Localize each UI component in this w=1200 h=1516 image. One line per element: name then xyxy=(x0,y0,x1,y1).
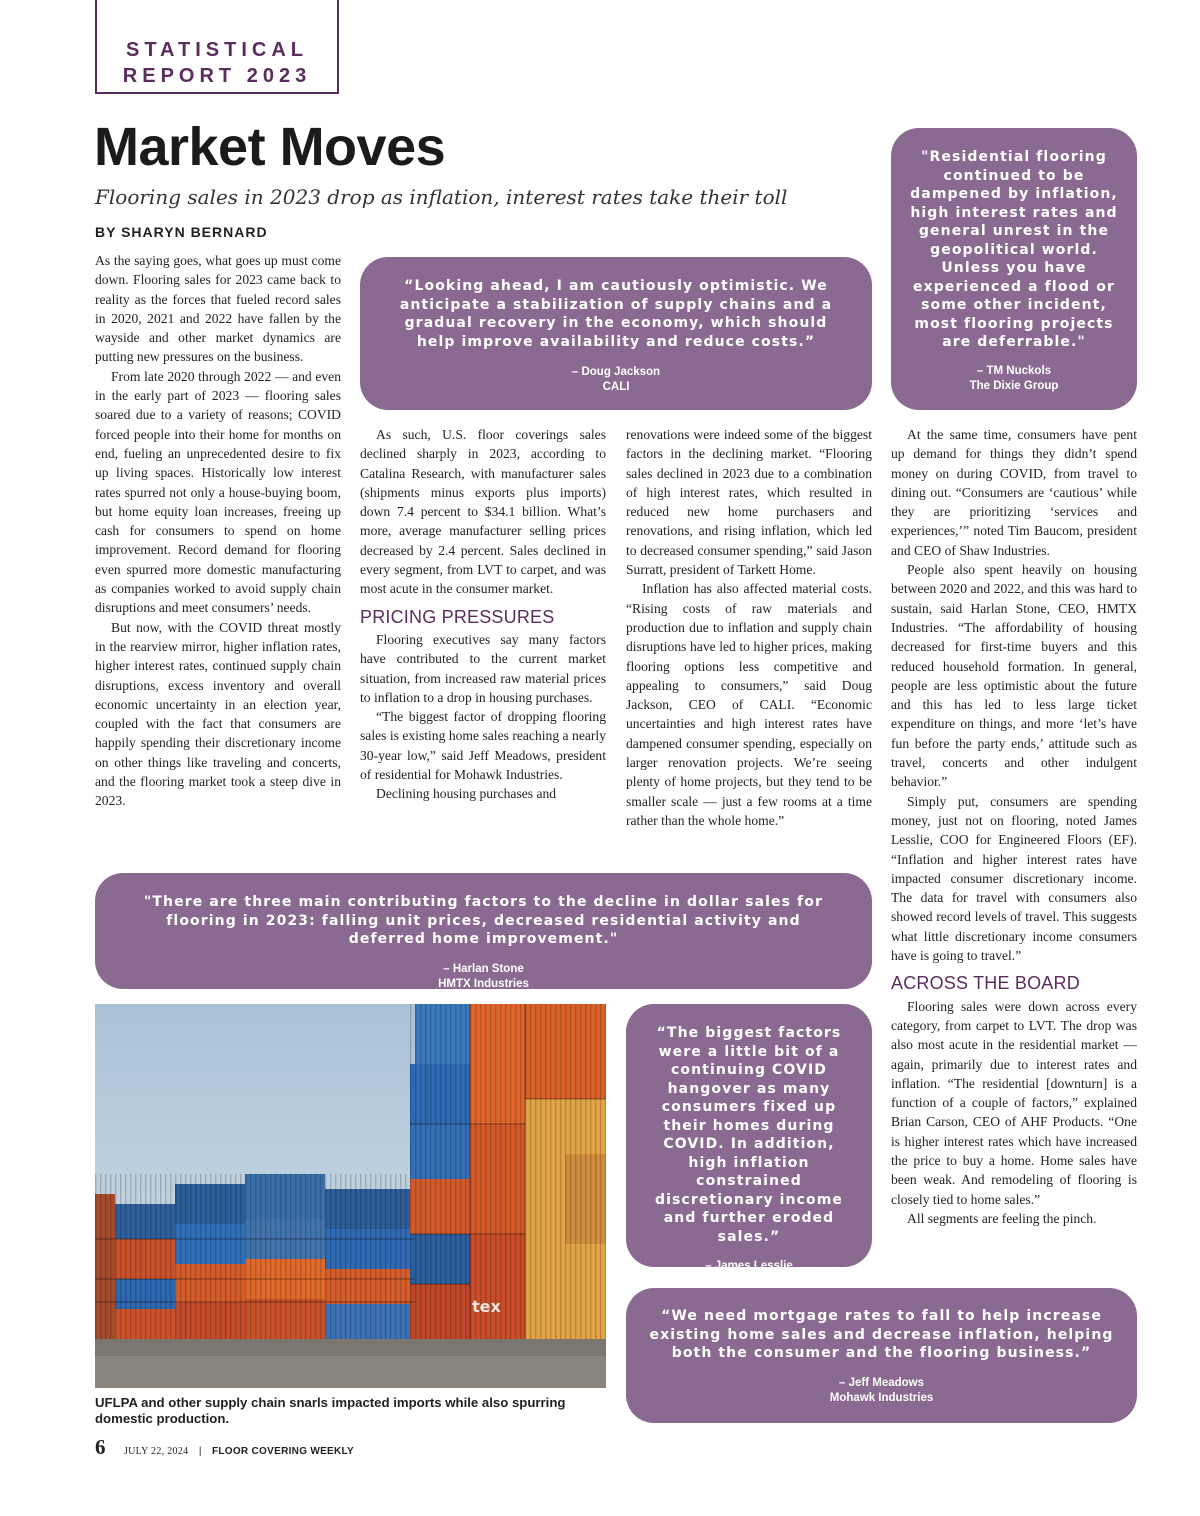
paragraph: Inflation has also affected material costs. “Rising costs of raw materials and production due to inflation and supply chain disruptions have led to higher prices, making flooring options less competitive and appealing to consumers,” said Doug Jackson, CEO of CALI. “Economic uncertainties and high interest rates have dampened consumer spending, especially on larger renovation projects. We’re seeing plenty of home projects, but they tend to be smaller scale — just a few rooms at a time rather than the whole home.” xyxy=(626,581,872,828)
article-title: Market Moves xyxy=(94,117,446,177)
paragraph: At the same time, consumers have pent up demand for things they didn’t spend money on during COVID, from travel to dining out. “Consumers are ‘cautious’ while they are prioritizing ‘services and experiences,’” noted Tim Baucom, president and CEO of Shaw Industries. xyxy=(891,427,1137,558)
paragraph: Declining housing purchases and xyxy=(376,786,557,802)
container-yard-photo xyxy=(95,1004,606,1388)
paragraph: But now, with the COVID threat mostly in the rearview mirror, higher inflation rates, higher interest rates, continued supply chain disruptions, excess inventory and overall economic uncertainty in an election year, coupled with the fact that consumers are happily spending their discretionary income on other things like traveling and concerts, and the flooring market took a steep dive in 2023. xyxy=(95,619,341,809)
quote-company: The Dixie Group xyxy=(969,379,1059,392)
section-heading-board: ACROSS THE BOARD xyxy=(891,973,1080,994)
quote-company: Mohawk Industries xyxy=(829,1391,934,1404)
article-column-4 xyxy=(891,425,1137,1228)
pull-quote-lesslie xyxy=(626,1004,872,1287)
article-column-3 xyxy=(626,425,872,830)
article-subtitle: Flooring sales in 2023 drop as inflation, interest rates take their toll xyxy=(95,185,788,209)
section-tag-line1: STATISTICAL xyxy=(125,39,309,61)
quote-author: – Harlan Stone xyxy=(443,962,524,975)
quote-text: “Looking ahead, I am cautiously optimistic. We anticipate a stabilization of supply chains and a gradual recovery in the economy, which should help improve availability and reduce costs.” xyxy=(399,278,833,350)
pull-quote-nuckols xyxy=(891,128,1137,410)
quote-text: “We need mortgage rates to fall to help increase existing home sales and decrease inflation, helping both the consumer and the flooring business.” xyxy=(649,1308,1114,1361)
footer-separator: | xyxy=(198,1446,202,1457)
paragraph: As the saying goes, what goes up must come down. Flooring sales for 2023 came back to reality as the forces that fueled record sales in 2020, 2021 and 2022 have fallen by the wayside and other market dynamics are putting new pressures on the business. xyxy=(95,253,341,365)
quote-company: HMTX Industries xyxy=(438,977,529,990)
section-heading-pricing: PRICING PRESSURES xyxy=(360,606,555,627)
publication-name: FLOOR COVERING WEEKLY xyxy=(211,1446,355,1457)
quote-text: “The biggest factors were a little bit of a continuing COVID hangover as many consumers fixed up their homes during COVID. In addition, high inflation constrained discretionary income and further eroded sales.” xyxy=(654,1025,844,1245)
paragraph: Simply put, consumers are spending money, just not on flooring, noted James Lesslie, COO for Engineered Floors (EF). “Inflation and higher interest rates have impacted consumer discretionary income. The data for travel with consumers also showed record levels of travel. This suggests what little discretionary income consumers have is going to travel.” xyxy=(891,793,1137,964)
section-tag xyxy=(95,0,339,94)
paragraph: People also spent heavily on housing between 2020 and 2022, and this was hard to sustain, said Harlan Stone, CEO, HMTX Industries. “The affordability of housing decreased for first-time buyers and this reduced household formation. In general, people are less optimistic about the future and this has led to less large ticket expenditure on things, and more ‘let’s have fun before the party ends,’ attitude such as travel, concerts and other indulgent behavior.” xyxy=(891,562,1137,790)
photo-caption: UFLPA and other supply chain snarls impacted imports while also spurring domestic production. xyxy=(95,1395,566,1426)
paragraph: Flooring sales were down across every category, from carpet to LVT. The drop was also most acute in the residential market — again, primarily due to interest rates and inflation. “The residential [downturn] is a function of a couple of factors,” explained Brian Carson, CEO of AHF Products. “One is higher interest rates which have increased the price to buy a home. Home sales have been weak. And remodeling of flooring is closely tied to home sales.” xyxy=(891,998,1137,1207)
paragraph: renovations were indeed some of the biggest factors in the declining market. “Flooring sales declined in 2023 due to a combination of high interest rates, which resulted in reduced new home purchasers and renovations, and rising inflation, which led to decreased consumer spending,” said Jason Surratt, president of Tarkett Home. xyxy=(626,427,872,578)
issue-date: JULY 22, 2024 xyxy=(123,1446,189,1457)
quote-company: Engineered Floors xyxy=(698,1275,800,1287)
quote-author: – James Lesslie xyxy=(705,1260,793,1272)
paragraph: All segments are feeling the pinch. xyxy=(907,1210,1097,1226)
section-tag-line2: REPORT 2023 xyxy=(122,65,312,87)
paragraph: Flooring executives say many factors have contributed to the current market situation, from increased raw material prices to inflation to a drop in housing purchases. xyxy=(360,631,606,705)
paragraph: From late 2020 through 2022 — and even in the early part of 2023 — flooring sales soared due to a variety of reasons; COVID forced people into their home for months on end, fueling an unprecedented desire to fix up living spaces. Historically low interest rates spurred not only a house-buying boom, but home equity loan increases, freeing up cash for consumers to spend on home improvement. Record demand for flooring even spurred more domestic manufacturing as companies worked to avoid supply chain disruptions and meet consumers’ needs. xyxy=(95,368,341,616)
paragraph: “The biggest factor of dropping flooring sales is existing home sales reaching a nearly 30-year low,” said Jeff Meadows, president of residential for Mohawk Industries. xyxy=(360,709,606,783)
quote-author: – Jeff Meadows xyxy=(839,1376,924,1389)
article-column-1 xyxy=(95,251,341,811)
pull-quote-jackson xyxy=(360,257,872,410)
page-footer xyxy=(95,1435,354,1460)
quote-author: – TM Nuckols xyxy=(976,364,1052,377)
container-logo-text: tex xyxy=(472,1297,501,1316)
page-number: 6 xyxy=(95,1435,106,1459)
quote-text: "Residential flooring continued to be dampened by inflation, high interest rates and general unrest in the geopolitical world. Unless you have experienced a flood or some other incident, most flooring projects are deferrable." xyxy=(910,149,1118,350)
pull-quote-stone xyxy=(95,873,872,989)
quote-text: "There are three main contributing factors to the decline in dollar sales for flooring in 2023: falling unit prices, decreased residential activity and deferred home improvement." xyxy=(144,894,823,947)
pull-quote-meadows xyxy=(626,1288,1137,1423)
byline: BY SHARYN BERNARD xyxy=(95,224,268,240)
paragraph: As such, U.S. floor coverings sales declined sharply in 2023, according to Catalina Research, with manufacturer sales (shipments minus exports plus imports) down 7.4 percent to $34.1 billion. What’s more, average manufacturer selling prices decreased by 2.4 percent. Sales declined in every segment, from LVT to carpet, and was most acute in the consumer market. xyxy=(360,427,606,597)
quote-company: CALI xyxy=(602,381,630,393)
article-column-2 xyxy=(360,425,606,804)
quote-author: – Doug Jackson xyxy=(571,366,661,378)
